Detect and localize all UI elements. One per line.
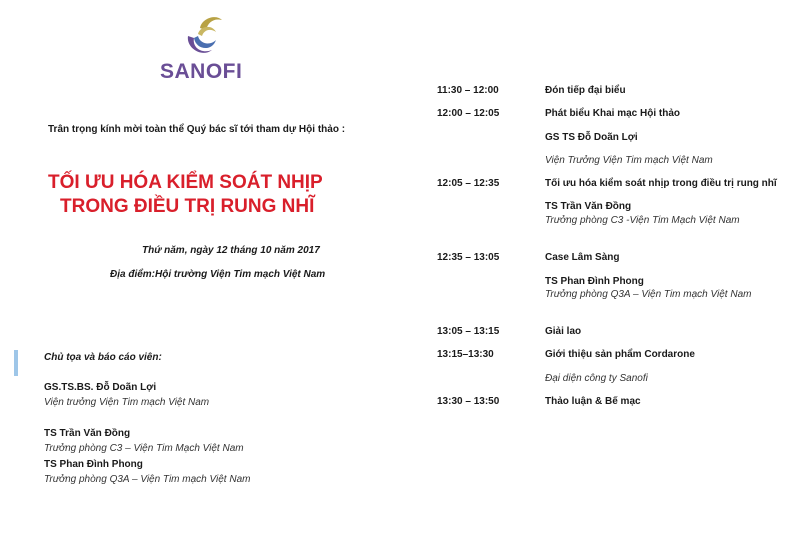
- chair-role: Viện trưởng Viện Tim mạch Việt Nam: [44, 397, 210, 408]
- chair-role: Trưởng phòng C3 – Viện Tim Mạch Việt Nam: [44, 443, 244, 454]
- agenda-title: Tối ưu hóa kiểm soát nhịp trong điều trị rung nhĩ: [545, 178, 777, 189]
- event-date: Thứ năm, ngày 12 tháng 10 năm 2017: [142, 245, 320, 256]
- agenda-speaker-role: Trưởng phòng Q3A – Viện Tim mạch Việt Nam: [545, 289, 752, 300]
- agenda-speaker-role: Đại diện công ty Sanofi: [545, 373, 648, 384]
- agenda-time: 13:15–13:30: [437, 349, 494, 360]
- agenda-time: 13:05 – 13:15: [437, 326, 500, 337]
- agenda-speaker-role: Trưởng phòng C3 -Viện Tim Mạch Việt Nam: [545, 215, 740, 226]
- agenda-time: 11:30 – 12:00: [437, 85, 499, 96]
- event-title-line1: TỐI ƯU HÓA KIỂM SOÁT NHỊP: [48, 172, 323, 193]
- event-title-line2: TRONG ĐIỀU TRỊ RUNG NHĨ: [60, 196, 315, 217]
- agenda-speaker: TS Trần Văn Đồng: [545, 201, 632, 212]
- sanofi-bird-icon: [182, 14, 226, 58]
- event-venue: Địa điểm:Hội trường Viện Tim mạch Việt Nam: [110, 269, 326, 280]
- agenda-title: Thảo luận & Bế mạc: [545, 396, 641, 407]
- agenda-title: Phát biểu Khai mạc Hội thảo: [545, 108, 681, 119]
- chairs-heading: Chủ tọa và báo cáo viên:: [44, 352, 162, 363]
- chair-role: Trưởng phòng Q3A – Viện Tim mạch Việt Nam: [44, 474, 251, 485]
- brand-logo-text: SANOFI: [160, 60, 243, 83]
- agenda-time: 12:00 – 12:05: [437, 108, 500, 119]
- agenda-time: 12:05 – 12:35: [437, 178, 500, 189]
- invitation-text: Trân trọng kính mời toàn thể Quý bác sĩ tới tham dự Hội thảo :: [48, 124, 346, 135]
- chair-name: TS Phan Đình Phong: [44, 459, 143, 470]
- agenda-speaker: GS TS Đỗ Doãn Lợi: [545, 132, 638, 143]
- section-marker: [14, 350, 18, 376]
- agenda-title: Giới thiệu sản phẩm Cordarone: [545, 349, 695, 360]
- agenda-time: 12:35 – 13:05: [437, 252, 500, 263]
- agenda-time: 13:30 – 13:50: [437, 396, 500, 407]
- chair-name: TS Trần Văn Đồng: [44, 428, 131, 439]
- agenda-title: Đón tiếp đại biểu: [545, 85, 626, 96]
- agenda-speaker: TS Phan Đình Phong: [545, 276, 644, 287]
- agenda-title: Giải lao: [545, 326, 582, 337]
- chair-name: GS.TS.BS. Đỗ Doãn Lợi: [44, 382, 157, 393]
- agenda-title: Case Lâm Sàng: [545, 252, 620, 263]
- agenda-speaker-role: Viện Trưởng Viện Tim mạch Việt Nam: [545, 155, 713, 166]
